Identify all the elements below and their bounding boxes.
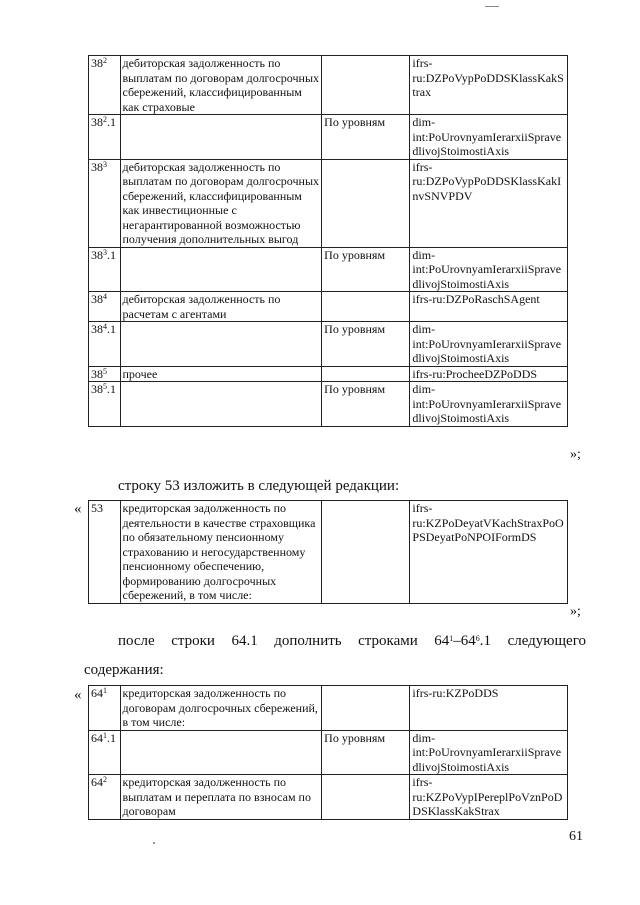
- row-description: [120, 247, 322, 292]
- row-number-superscript: 1: [103, 730, 107, 740]
- row-description: [120, 730, 322, 775]
- row-description: [120, 322, 322, 367]
- row-number-superscript: 1: [103, 686, 107, 695]
- row-number-suffix: .1: [107, 730, 116, 745]
- row-axis-label: [322, 366, 410, 382]
- row-number-superscript: 5: [103, 366, 107, 376]
- table-row: [89, 322, 568, 367]
- closing-quote: »;: [570, 604, 581, 619]
- row-taxonomy-code: dim-int:PoUrovnyamIerarxiiSpravedlivojStoimostiAxis: [410, 115, 568, 160]
- row-number-cell: [89, 247, 121, 292]
- row-number: 38: [91, 115, 103, 129]
- row-taxonomy-code: ifrs-ru:ProcheeDZPoDDS: [410, 366, 568, 382]
- table-row: [89, 382, 568, 427]
- page-number: 61: [569, 829, 583, 844]
- instruction-paragraph: [118, 632, 586, 650]
- row-number-cell: [89, 292, 121, 322]
- para-text: –64: [453, 633, 476, 649]
- instruction-paragraph-line2: содержания:: [84, 662, 164, 678]
- row-taxonomy-code: ifrs-ru:DZPoVypPoDDSKlassKakStrax: [410, 56, 568, 115]
- row-axis-label: [322, 159, 410, 247]
- row-description: кредиторская задолженность по выплатам и переплата по взносам по договорам: [120, 775, 322, 820]
- row-description: дебиторская задолженность по выплатам по договорам долгосрочных сбережений, классифицированным как страховые: [120, 56, 322, 115]
- row-axis-label: [322, 56, 410, 115]
- row-axis-label: По уровням: [322, 247, 410, 292]
- table-row: [89, 775, 568, 820]
- scan-speck: [153, 842, 155, 844]
- row-number-cell: [89, 56, 121, 115]
- row-number: 38: [91, 322, 103, 336]
- row-number-superscript: 4: [103, 292, 107, 301]
- row-number-superscript: 4: [103, 322, 107, 331]
- table-rows-38: [88, 55, 568, 427]
- row-taxonomy-code: dim-int:PoUrovnyamIerarxiiSpravedlivojStoimostiAxis: [410, 247, 568, 292]
- row-number: 64: [91, 730, 103, 745]
- instruction-paragraph: строку 53 изложить в следующей редакции:: [118, 478, 400, 494]
- row-description: [120, 382, 322, 427]
- table-row: [89, 115, 568, 160]
- row-taxonomy-code: ifrs-ru:DZPoVypPoDDSKlassKakInvSNVPDV: [410, 159, 568, 247]
- row-number: 53: [91, 501, 103, 515]
- row-taxonomy-code: ifrs-ru:DZPoRaschSAgent: [410, 292, 568, 322]
- table-row-53: [88, 500, 568, 604]
- row-number-suffix: .1: [107, 382, 116, 396]
- row-number-suffix: .1: [107, 247, 116, 262]
- row-taxonomy-code: dim-int:PoUrovnyamIerarxiiSpravedlivojStoimostiAxis: [410, 382, 568, 427]
- row-number: 38: [91, 247, 103, 262]
- para-text: .1 следующего: [479, 633, 586, 649]
- row-number: 38: [91, 159, 103, 174]
- row-description: кредиторская задолженность по деятельности в качестве страховщика по обязательному пенсионному страхованию и негосударственному пенсионному обеспечению, формированию долгосрочных сбережений, в том числе:: [120, 501, 322, 604]
- row-description: кредиторская задолженность по договорам долгосрочных сбережений, в том числе:: [120, 686, 322, 731]
- row-number-cell: [89, 322, 121, 367]
- row-number-cell: [89, 382, 121, 427]
- row-number-cell: [89, 366, 121, 382]
- row-description: дебиторская задолженность по выплатам по договорам долгосрочных сбережений, классифицированным как инвестиционные с негарантированной возможностью получения дополнительных выгод: [120, 159, 322, 247]
- opening-quote: «: [74, 687, 82, 703]
- row-number-cell: [89, 501, 121, 604]
- para-sup: 6: [475, 634, 480, 643]
- row-number-superscript: 5: [103, 382, 107, 391]
- table-row: [89, 501, 568, 604]
- row-description: [120, 115, 322, 160]
- row-number-superscript: 3: [103, 247, 107, 257]
- row-number-superscript: 3: [103, 159, 107, 169]
- row-number-cell: [89, 775, 121, 820]
- row-number-cell: [89, 730, 121, 775]
- row-number-superscript: 2: [103, 56, 107, 65]
- row-axis-label: По уровням: [322, 322, 410, 367]
- opening-quote: «: [74, 501, 82, 517]
- para-sup: 1: [449, 634, 454, 643]
- row-number-superscript: 2: [103, 115, 107, 124]
- table-row: [89, 686, 568, 731]
- row-taxonomy-code: dim-int:PoUrovnyamIerarxiiSpravedlivojStoimostiAxis: [410, 322, 568, 367]
- row-number: 38: [91, 366, 103, 381]
- table-row: [89, 56, 568, 115]
- row-number: 38: [91, 292, 103, 306]
- para-text: после строки 64.1 дополнить строками 64: [118, 633, 450, 649]
- row-number-cell: [89, 115, 121, 160]
- row-axis-label: [322, 775, 410, 820]
- scan-mark: [485, 6, 499, 7]
- row-axis-label: По уровням: [322, 730, 410, 775]
- row-taxonomy-code: ifrs-ru:KZPoDeyatVKachStraxPoOPSDeyatPoNPOIFormDS: [410, 501, 568, 604]
- row-description: дебиторская задолженность по расчетам с агентами: [120, 292, 322, 322]
- table-row: [89, 292, 568, 322]
- row-taxonomy-code: ifrs-ru:KZPoDDS: [410, 686, 568, 731]
- row-number-superscript: 2: [103, 775, 107, 784]
- row-axis-label: [322, 501, 410, 604]
- row-number-suffix: .1: [107, 322, 116, 336]
- table-row: [89, 366, 568, 382]
- row-axis-label: [322, 292, 410, 322]
- row-number-cell: [89, 159, 121, 247]
- row-taxonomy-code: dim-int:PoUrovnyamIerarxiiSpravedlivojStoimostiAxis: [410, 730, 568, 775]
- table-rows-64: [88, 685, 568, 820]
- row-number: 64: [91, 775, 103, 789]
- row-number: 64: [91, 686, 103, 700]
- table-row: [89, 247, 568, 292]
- table-row: [89, 730, 568, 775]
- row-axis-label: По уровням: [322, 382, 410, 427]
- row-taxonomy-code: ifrs-ru:KZPoVypIPereplPoVznPoDDSKlassKakStrax: [410, 775, 568, 820]
- row-number: 38: [91, 56, 103, 70]
- row-description: прочее: [120, 366, 322, 382]
- row-number-cell: [89, 686, 121, 731]
- row-number-suffix: .1: [107, 115, 116, 129]
- row-axis-label: [322, 686, 410, 731]
- closing-quote: »;: [570, 447, 581, 462]
- table-row: [89, 159, 568, 247]
- row-number: 38: [91, 382, 103, 396]
- row-axis-label: По уровням: [322, 115, 410, 160]
